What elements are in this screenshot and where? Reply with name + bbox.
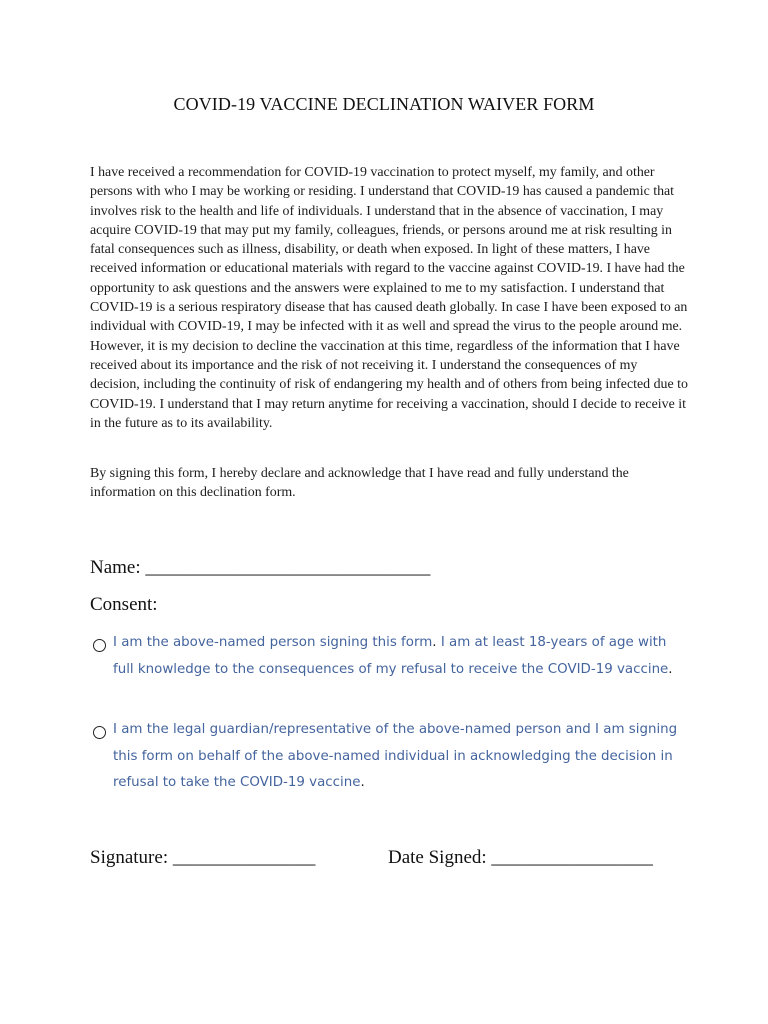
period-mark: . [432, 635, 437, 650]
consent-option-self-text [113, 630, 685, 683]
document-title: COVID-19 VACCINE DECLINATION WAIVER FORM [173, 94, 595, 114]
consent-option-self-text-b: I am at least 18-years of age with full knowledge to the consequences of my refusal to receive the COVID-19 vaccine [113, 635, 669, 677]
period-mark: . [360, 775, 365, 790]
date-signed-field[interactable]: Date Signed: _________________ [388, 847, 653, 868]
consent-option-guardian-text-a: I am the legal guardian/representative of the above-named person and I am signing this form on behalf of the above-named individual in acknowledging the decision in refusal to take the COVID-19 vaccine [113, 722, 678, 790]
radio-button-guardian[interactable] [93, 726, 106, 739]
name-field[interactable]: Name: ______________________________ [90, 557, 431, 578]
period-mark: . [668, 661, 673, 677]
signature-field[interactable]: Signature: _______________ [90, 847, 316, 868]
declination-paragraph: I have received a recommendation for COVID-19 vaccination to protect myself, my family, and other persons with who I may be working or residing. I understand that COVID-19 has caused a pandemic that involves risk to the health and life of individuals. I understand that in the absence of vaccination, I may acquire COVID-19 that may put my family, colleagues, friends, or persons around me at risk resulting in fatal consequences such as illness, disability, or death when exposed. In light of these matters, I have received information or educational materials with regard to the vaccine against COVID-19. I have had the opportunity to ask questions and the answers were explained to me to my satisfaction. I understand that COVID-19 is a serious respiratory disease that has caused death globally. In case I have been exposed to an individual with COVID-19, I may be infected with it as well and spread the virus to the people around me. However, it is my decision to decline the vaccination at this time, regardless of the information that I have received about its importance and the risk of not receiving it. I understand the consequences of my decision, including the continuity of risk of endangering my health and of others from being infected due to COVID-19. I understand that I may return anytime for receiving a vaccination, should I decide to receive it in the future as to its availability. [90, 165, 688, 431]
consent-option-guardian[interactable] [90, 722, 690, 797]
consent-option-self-text-a: I am the above-named person signing this form [113, 635, 433, 650]
consent-option-self[interactable] [90, 635, 690, 683]
radio-button-self[interactable] [93, 639, 106, 652]
consent-label: Consent: [90, 594, 158, 615]
consent-option-guardian-text [113, 717, 685, 797]
acknowledgement-paragraph: By signing this form, I hereby declare and acknowledge that I have read and fully understand the information on this declination form. [90, 466, 629, 501]
